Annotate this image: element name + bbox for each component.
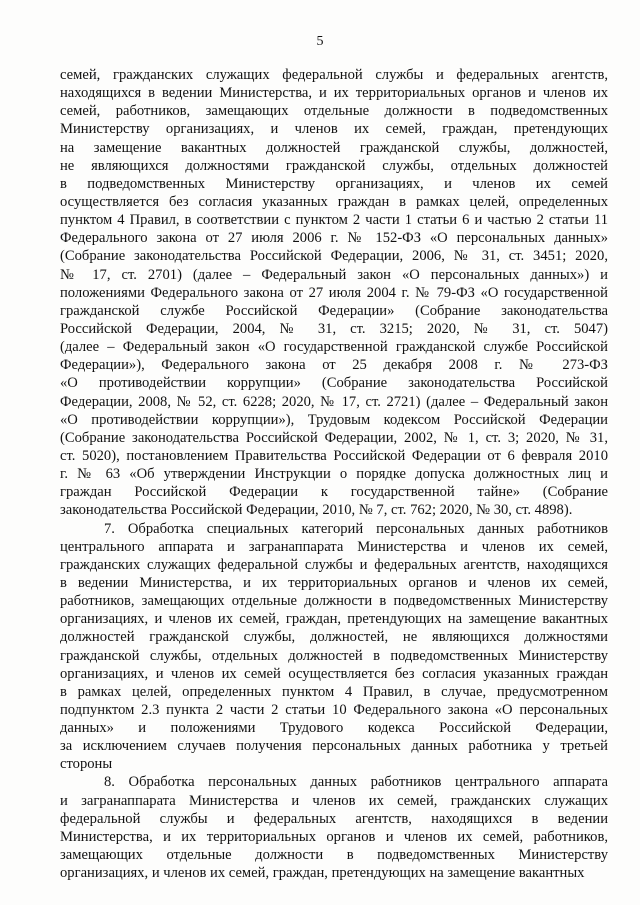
text-line: Федерального закона от 27 июля 2006 г. № 152-ФЗ «О персональных данных» [60,230,608,247]
text-line: ст. 5020), постановлением Правительства Российской Федерации от 6 февраля 2010 [60,447,608,464]
document-body [60,66,608,882]
text-line: положениями Федерального закона от 27 июля 2004 г. № 79-ФЗ «О государственной [60,284,608,301]
text-line: семей, гражданских служащих федеральной службы и федеральных агентств, [60,67,608,83]
text-line: гражданской службе Российской Федерации» (Собрание законодательства [60,302,608,319]
text-line: «О противодействии коррупции» (Собрание законодательства Российской [60,375,608,392]
page-number: 5 [316,34,324,49]
text-line: стороны [60,756,113,773]
text-line: Министерству организациях, и членов их семей, граждан, претендующих [60,121,608,138]
text-line: подпунктом 2.3 пункта 2 части 2 статьи 10 Федерального закона «О персональных [60,701,608,718]
text-line: не являющихся должностями гражданской службы, отдельных должностей [60,157,608,174]
paragraph-item-7 [60,520,608,774]
text-line: замещающих отдельные должности в подведомственных Министерству [60,847,608,864]
text-line: на замещение вакантных должностей гражданской службы, должностей, [60,139,608,156]
text-line: федеральной службы и федеральных агентств, находящихся в ведении [60,810,608,827]
text-line: законодательства Российской Федерации, 2010, № 7, ст. 762; 2020, № 30, ст. 4898). [60,502,573,519]
text-line: центрального аппарата и загранаппарата Министерства и членов их семей, [60,538,608,555]
text-line: в рамках целей, определенных пунктом 4 Правил, в случае, предусмотренном [60,683,608,700]
text-line: гражданских служащих федеральной службы и федеральных агентств, находящихся [60,556,608,573]
text-line: организациях, и членов их семей, граждан, претендующих на замещение вакантных [60,865,585,882]
paragraph-item-8 [60,773,608,882]
text-line: в ведении Министерства, и их территориальных органов и членов их семей, [60,574,608,591]
text-line: организациях, и членов их семей осуществляется без согласия указанных граждан [60,665,608,682]
text-line: 7. Обработка специальных категорий персональных данных работников [104,520,608,537]
text-line: семей, работников, замещающих отдельные должности в подведомственных [60,103,608,120]
text-line: № 17, ст. 2701) (далее – Федеральный закон «О персональных данных») и [60,266,608,283]
text-line: Федерации»), Федерального закона от 25 декабря 2008 г. № 273-ФЗ [60,357,608,374]
text-line: 8. Обработка персональных данных работников центрального аппарата [104,774,608,791]
text-line: и загранаппарата Министерства и членов их семей, гражданских служащих [60,792,608,809]
text-line: осуществляется без согласия указанных граждан в рамках целей, определенных [60,193,608,210]
text-line: (Собрание законодательства Российской Федерации, 2002, № 1, ст. 3; 2020, № 31, [60,429,608,446]
paragraph-continuation [60,66,608,520]
text-line: организациях, и членов их семей, граждан, претендующих на замещение вакантных [60,611,608,628]
text-line: г. № 63 «Об утверждении Инструкции о порядке допуска должностных лиц и [60,466,608,483]
text-line: (Собрание законодательства Российской Федерации, 2006, № 31, ст. 3451; 2020, [60,248,608,265]
text-line: Российской Федерации, 2004, № 31, ст. 3215; 2020, № 31, ст. 5047) [60,320,608,337]
text-line: (далее – Федеральный закон «О государственной гражданской службе Российской [60,339,608,356]
text-line: должностей гражданской службы, должностей, не являющихся должностями [60,629,608,646]
text-line: в подведомственных Министерству организациях, и членов их семей [60,175,608,192]
text-line: «О противодействии коррупции»), Трудовым кодексом Российской Федерации [60,411,608,428]
text-line: данных» и положениями Трудового кодекса Российской Федерации, [60,720,608,737]
text-line: пунктом 4 Правил, в соответствии с пунктом 2 части 1 статьи 6 и частью 2 статьи 11 [60,212,608,229]
text-line: граждан Российской Федерации к государственной тайне» (Собрание [60,484,608,501]
text-line: работников, замещающих отдельные должности в подведомственных Министерству [60,593,608,610]
text-line: Министерства, и их территориальных органов и членов их семей, работников, [60,828,608,845]
text-line: находящихся в ведении Министерства, и их территориальных органов и членов их [60,85,608,102]
text-line: за исключением случаев получения персональных данных работника у третьей [60,738,608,755]
text-line: гражданской службы, отдельных должностей в подведомственных Министерству [60,647,608,664]
text-line: Федерации, 2008, № 52, ст. 6228; 2020, № 17, ст. 2721) (далее – Федеральный закон [60,393,608,410]
